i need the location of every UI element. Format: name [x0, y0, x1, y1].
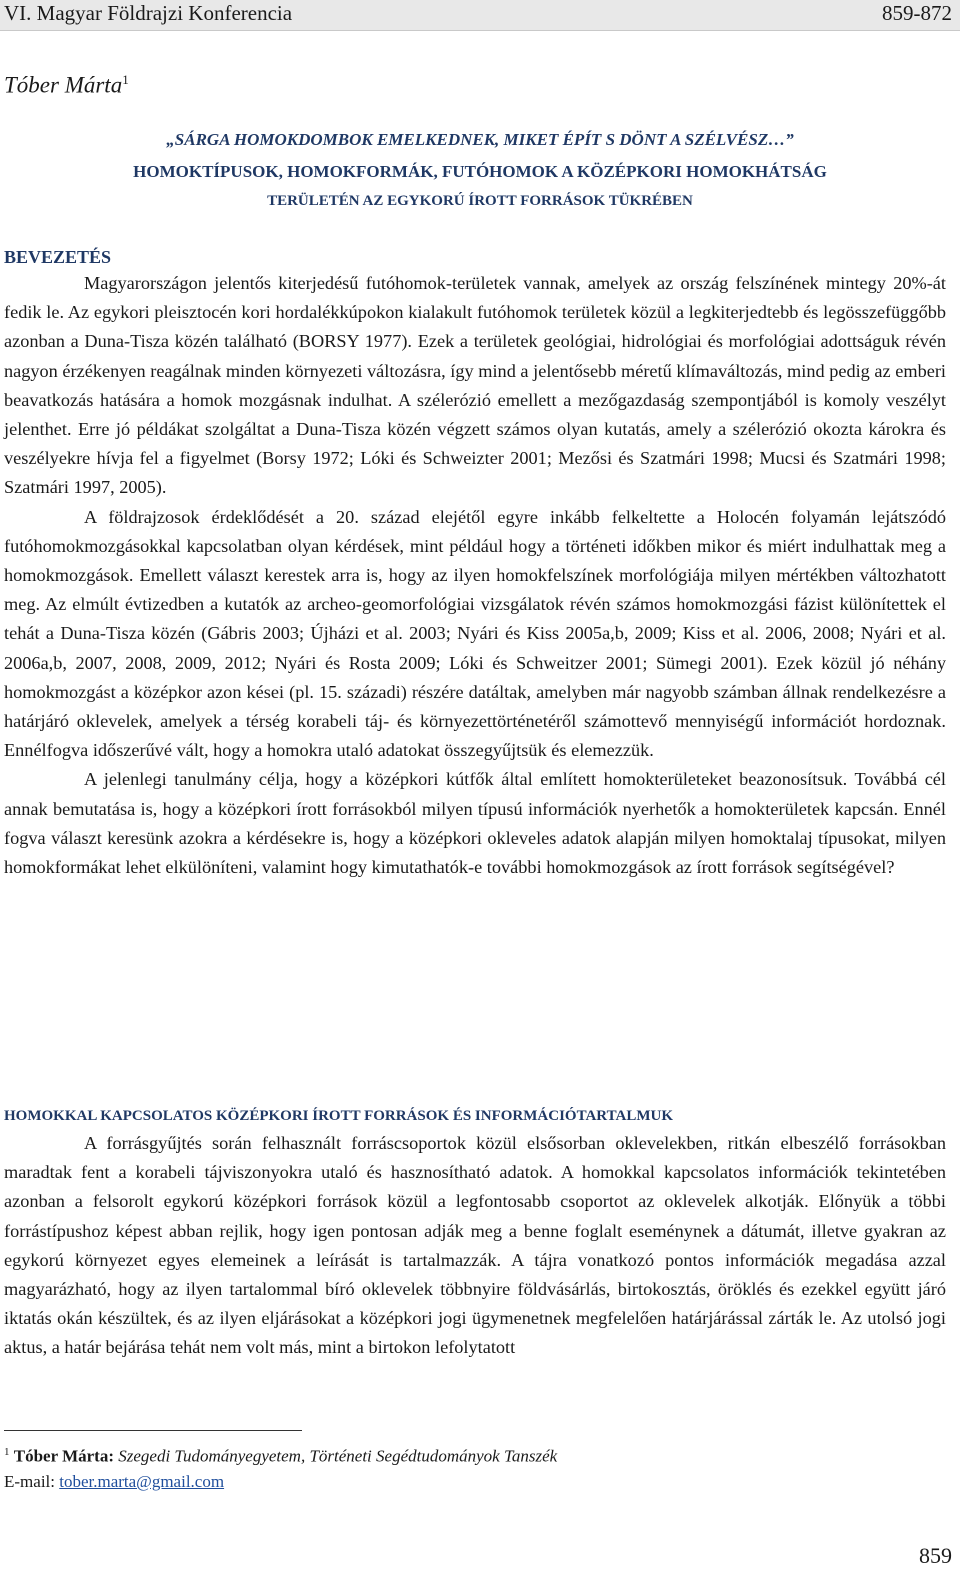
- footnote-email-line: [4, 1469, 557, 1494]
- paragraph: A forrásgyűjtés során felhasznált forráscsoportok közül elsősorban oklevelekben, ritkán elbeszélő forrásokban maradtak fent a korabeli tájviszonyokra utaló és hasznosítható adatok. A homokkal kapcsolatos információk tekintetében azonban a felsorolt egykorú középkori források közül a legfontosabb csoportot az oklevelek alkotják. Előnyük a többi forrástípushoz képest abban rejlik, hogy igen pontosan adják meg a benne foglalt eseménynek a dátumát, illetve gyakran az egykorú környezet egyes elemeinek a leírását is tartalmazzák. A tájra vonatkozó pontos információk megadása azzal magyarázható, hogy az ilyen tartalommal bíró oklevelek többnyire földvásárlás, birtokosztás, öröklés és ezekkel együtt járó iktatás okán készültek, és az ilyen eljárásokat a középkori jogi ügymenetnek megfelelően határjárással zárták le. Az utolsó jogi aktus, a határ bejárása tehát nem volt más, mint a birtokon lefolytatott: [4, 1133, 946, 1358]
- paragraph: Magyarországon jelentős kiterjedésű futóhomok-területek vannak, amelyek az ország felszínének mintegy 20%-át fedik le. Az egykori pleisztocén kori hordalékkúpokon kialakult futóhomok területek közül a legkiterjedtebb és legösszefüggőbb azonban a Duna-Tisza közén található (BORSY 1977). Ezek a területek geológiai, hidrológiai és morfológiai adottságuk révén nagyon érzékenyen reagálnak minden környezeti változásra, így mind a jelentősebb méretű klímaváltozás, mind pedig az emberi beavatkozás hatására a homok mozgásnak indulhat. A szélerózió emellett a mezőgazdaság szempontjából is komoly veszélyt jelenthet. Erre jó példákat szolgáltat a Duna-Tisza közén végzett számos olyan kutatás, amely a szélerózió okozta károkra és veszélyekre hívja fel a figyelmet (Borsy 1972; Lóki és Schweizter 2001; Mezősi és Szatmári 1998; Mucsi és Szatmári 1998; Szatmári 1997, 2005).: [4, 273, 946, 498]
- footnote-mark: 1: [4, 1446, 10, 1458]
- section-heading-sources: HOMOKKAL KAPCSOLATOS KÖZÉPKORI ÍROTT FORRÁSOK ÉS INFORMÁCIÓTARTALMUK: [4, 1108, 673, 1124]
- email-link[interactable]: tober.marta@gmail.com: [59, 1471, 225, 1491]
- section-body-sources: [4, 1129, 946, 1363]
- running-header: [0, 0, 960, 31]
- section-heading-intro: BEVEZETÉS: [4, 247, 112, 267]
- title-line-2: HOMOKTÍPUSOK, HOMOKFORMÁK, FUTÓHOMOK A KÖZÉPKORI HOMOKHÁTSÁG: [133, 162, 827, 181]
- footnote-divider: [4, 1430, 302, 1431]
- footnote-author-name: Tóber Márta:: [13, 1446, 114, 1466]
- paragraph: A földrajzosok érdeklődését a 20. század elejétől egyre inkább felkeltette a Holocén folyamán lejátszódó futóhomokmozgásokkal kapcsolatban olyan kérdések, mint például hogy a történeti időkben mikor és miért indulhattak meg a homokmozgások. Emellett választ kerestek arra is, hogy az ilyen homokfelszínek morfológiája milyen mértékben változhatott meg. Az elmúlt évtizedben a kutatók az archeo-geomorfológiai vizsgálatok révén számos homokmozgási fázist különítettek el tehát a Duna-Tisza közén (Gábris 2003; Újházi et al. 2003; Nyári és Kiss 2005a,b, 2009; Kiss et al. 2006, 2008; Nyári et al. 2006a,b, 2007, 2008, 2009, 2012; Nyári és Rosta 2009; Lóki és Schweitzer 2001; Sümegi 2001). Ezek közül jó néhány homokmozgást a középkor azon kései (pl. 15. századi) részére datáltak, amelyben már nagyobb számban állnak rendelkezésre a határjáró oklevelek, amelyek a térség korabeli táj- és környezettörténetéről számottevő mennyiségű információt hordoznak. Ennélfogva időszerűvé vált, hogy a homokra utaló adatokat összegyűjtsük és elemezzük.: [4, 506, 946, 761]
- section-body-intro: [4, 269, 946, 882]
- footnote: [4, 1440, 557, 1494]
- conference-name: VI. Magyar Földrajzi Konferencia: [4, 1, 293, 25]
- paragraph: A jelenlegi tanulmány célja, hogy a középkori kútfők által említett homokterületeket beazonosítsuk. Továbbá cél annak bemutatása is, hogy a középkori írott forrásokból milyen típusú információk nyerhetők a homokterületek kapcsán. Ennél fogva választ keresünk azokra a kérdésekre is, hogy a középkori okleveles adatok alapján milyen homoktalaj típusokat, milyen homokformákat lehet elkülöníteni, valamint hogy kimutathatók-e további homokmozgások az írott források segítségével?: [4, 769, 946, 878]
- author-name: Tóber Márta: [4, 72, 123, 98]
- footnote-author-line: [4, 1440, 557, 1469]
- title-line-1: „SÁRGA HOMOKDOMBOK EMELKEDNEK, MIKET ÉPÍT S DÖNT A SZÉLVÉSZ…”: [166, 130, 794, 149]
- author-footnote-mark: 1: [122, 72, 129, 87]
- footnote-affiliation: Szegedi Tudományegyetem, Történeti Segédtudományok Tanszék: [118, 1446, 558, 1466]
- author-line: [4, 72, 129, 99]
- page-number: 859: [919, 1543, 952, 1568]
- email-label: E-mail:: [4, 1471, 55, 1491]
- page-range: 859-872: [882, 1, 952, 25]
- title-line-3: TERÜLETÉN AZ EGYKORÚ ÍROTT FORRÁSOK TÜKRÉBEN: [267, 193, 693, 209]
